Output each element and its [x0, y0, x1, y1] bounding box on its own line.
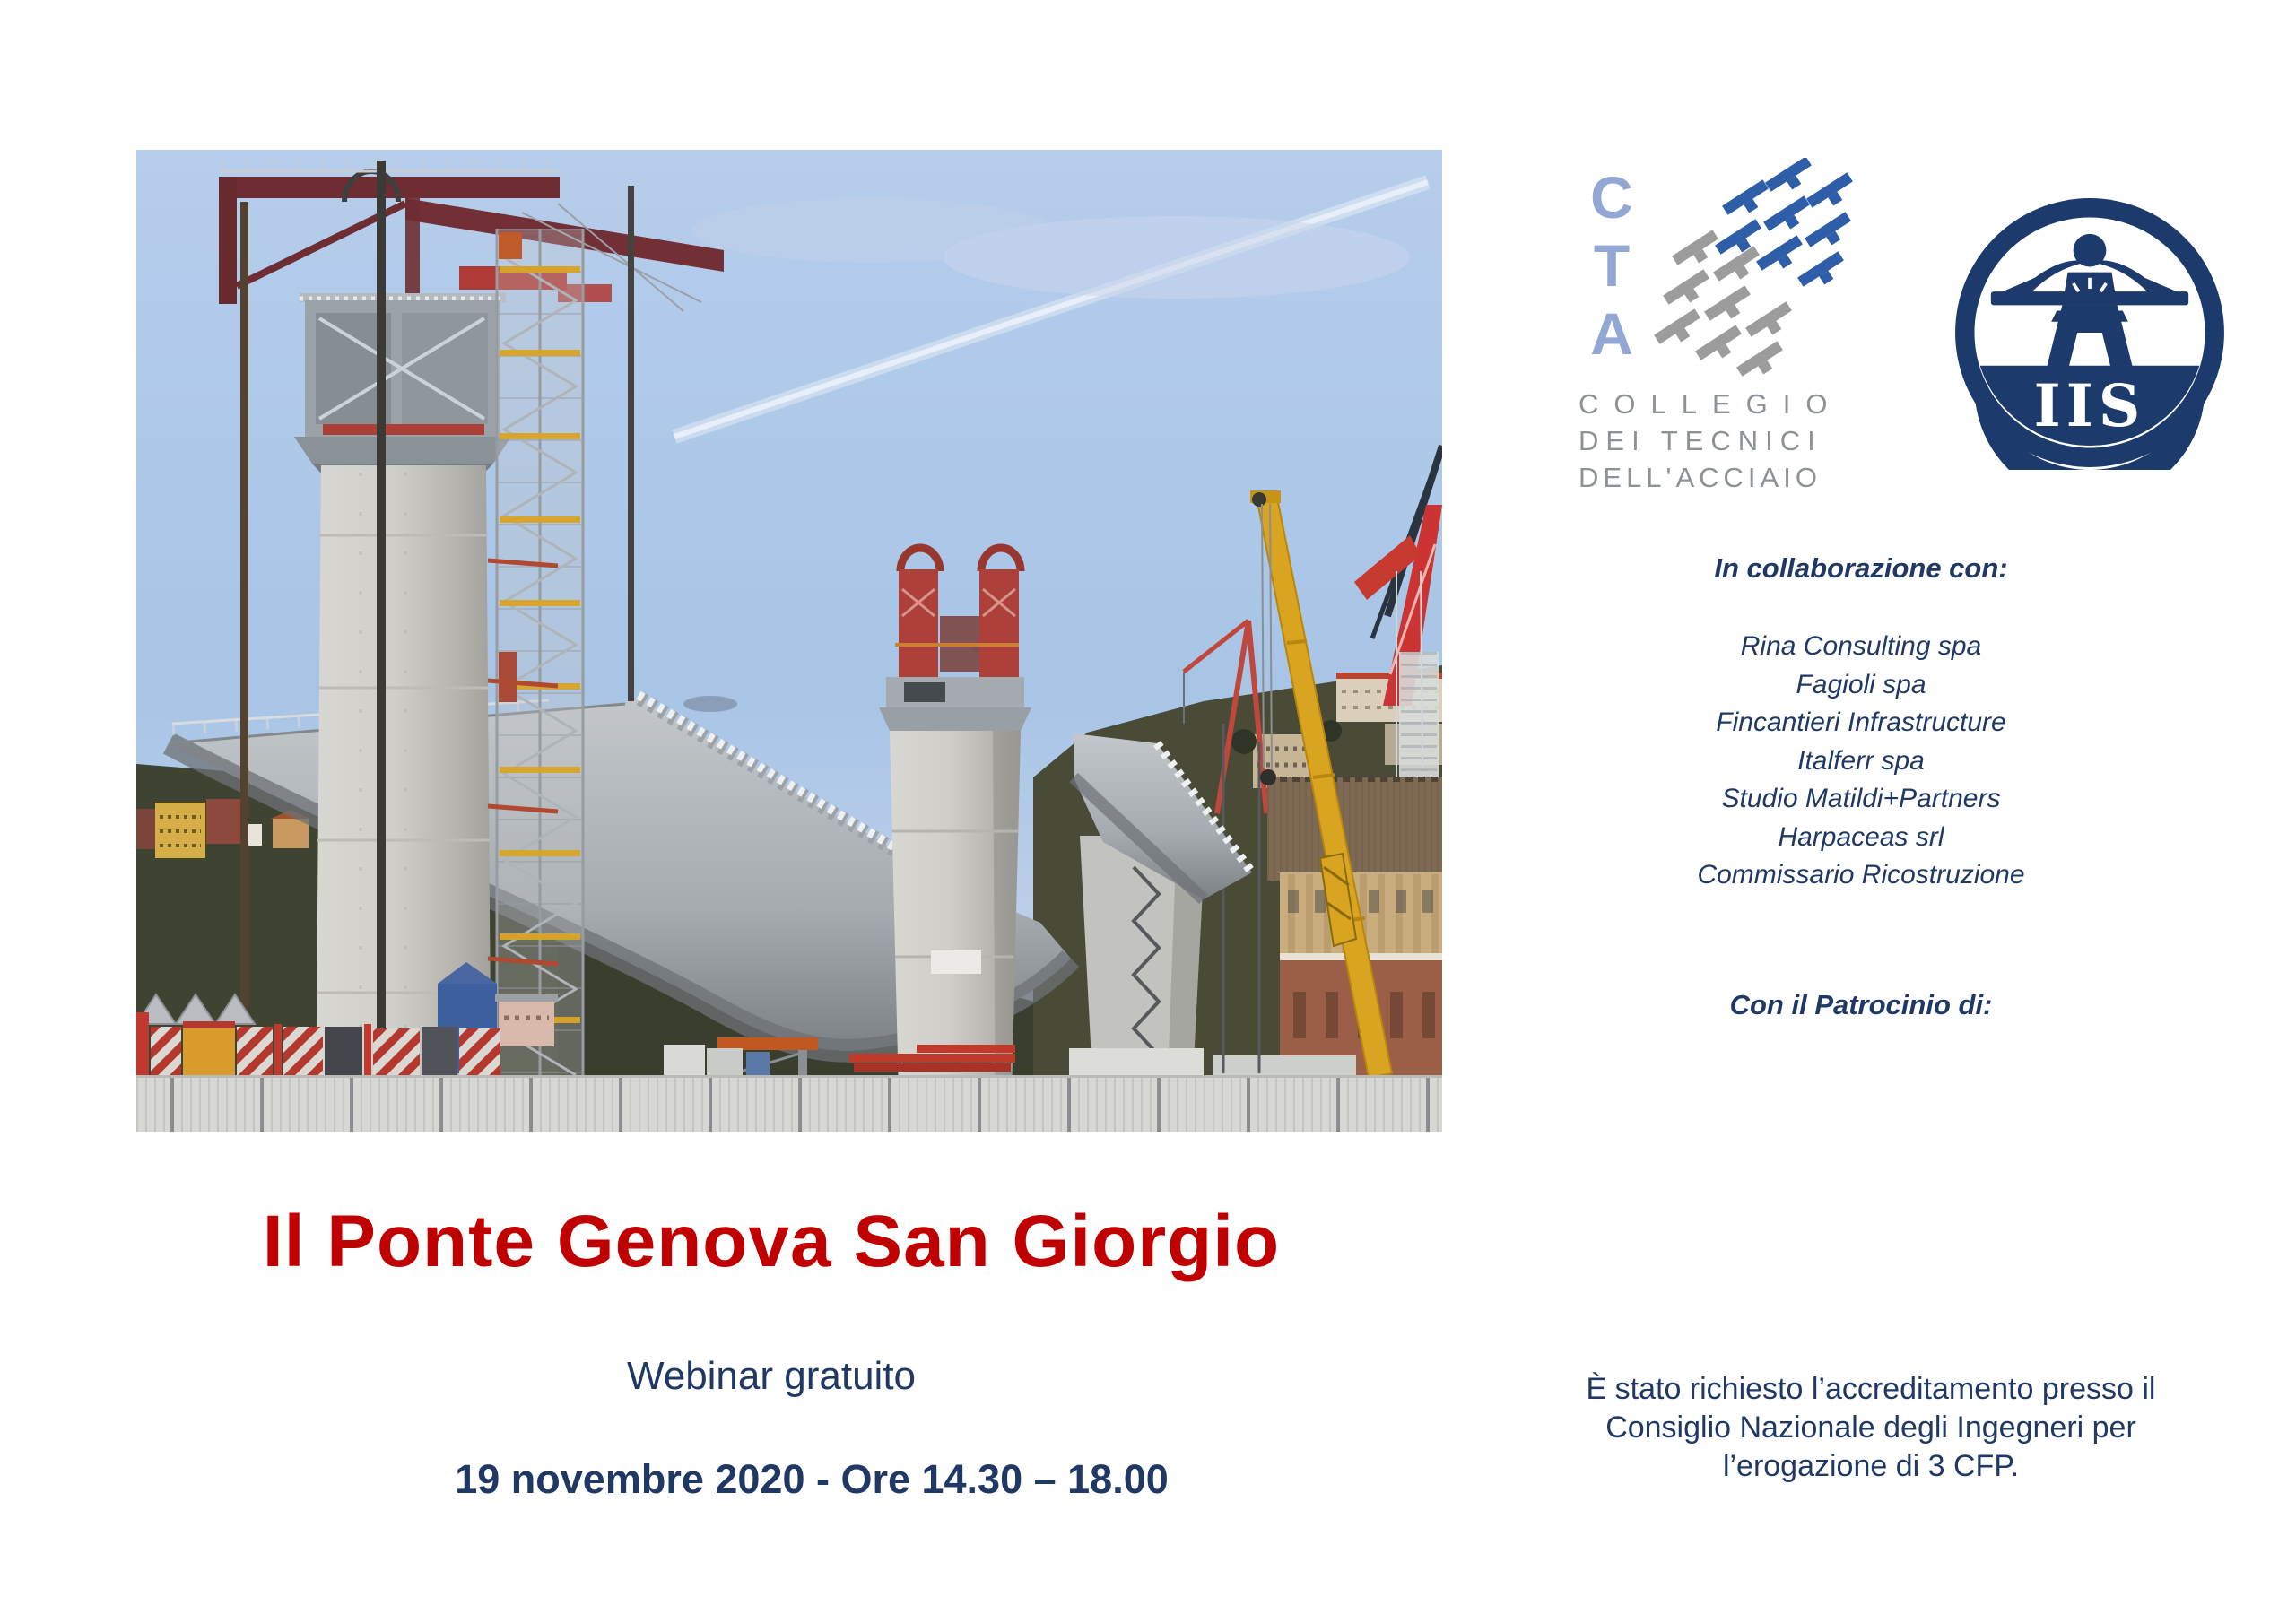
cta-logo-beam-pattern — [1645, 158, 1853, 381]
collaborator: Italferr spa — [1797, 745, 1925, 776]
steel-beams-icon — [1645, 158, 1853, 377]
accreditation-line: È stato richiesto l’accreditamento presso il — [1586, 1372, 2156, 1406]
collaboration-list — [1507, 628, 2215, 895]
collaborator: Harpaceas srl — [1778, 821, 1944, 852]
bridge-photo-illustration — [136, 150, 1442, 1132]
event-subtitle: Webinar gratuito — [626, 1354, 917, 1398]
event-datetime: 19 novembre 2020 - Ore 14.30 – 18.00 — [455, 1456, 1169, 1502]
cta-logo-letters — [1580, 163, 1643, 368]
bridge-construction-photo — [136, 150, 1442, 1132]
cta-logo-wordmark — [1578, 386, 1858, 496]
cta-letter-c: C — [1590, 164, 1633, 230]
collaborator: Fagioli spa — [1796, 669, 1926, 699]
scaffold-stair-tower — [488, 229, 583, 1078]
cta-wordmark-line2: DEI TECNICI — [1578, 425, 1822, 456]
collaborator: Fincantieri Infrastructure — [1716, 707, 2006, 737]
cta-letter-t: T — [1593, 232, 1631, 299]
cta-wordmark-line3: DELL'ACCIAIO — [1578, 462, 1822, 493]
central-pier — [879, 548, 1031, 1132]
collaborator: Rina Consulting spa — [1740, 631, 1982, 661]
site-fence — [136, 1075, 1442, 1132]
collaborator: Commissario Ricostruzione — [1697, 860, 2025, 890]
iis-blacksmith-icon — [1952, 195, 2227, 470]
event-title: Il Ponte Genova San Giorgio — [262, 1201, 1281, 1282]
iis-logo — [1952, 195, 2227, 474]
cta-letter-a: A — [1590, 300, 1633, 367]
cta-wordmark-line1: COLLEGIO — [1578, 388, 1843, 420]
patronage-heading: Con il Patrocinio di: — [1729, 989, 1993, 1020]
collaboration-heading: In collaborazione con: — [1714, 552, 2008, 584]
iis-text: IIS — [2033, 373, 2146, 441]
accreditation-note — [1535, 1370, 2206, 1486]
accreditation-line: l’erogazione di 3 CFP. — [1722, 1449, 2020, 1483]
accreditation-line: Consiglio Nazionale degli Ingegneri per — [1605, 1410, 2136, 1445]
collaborator: Studio Matildi+Partners — [1721, 784, 2001, 813]
